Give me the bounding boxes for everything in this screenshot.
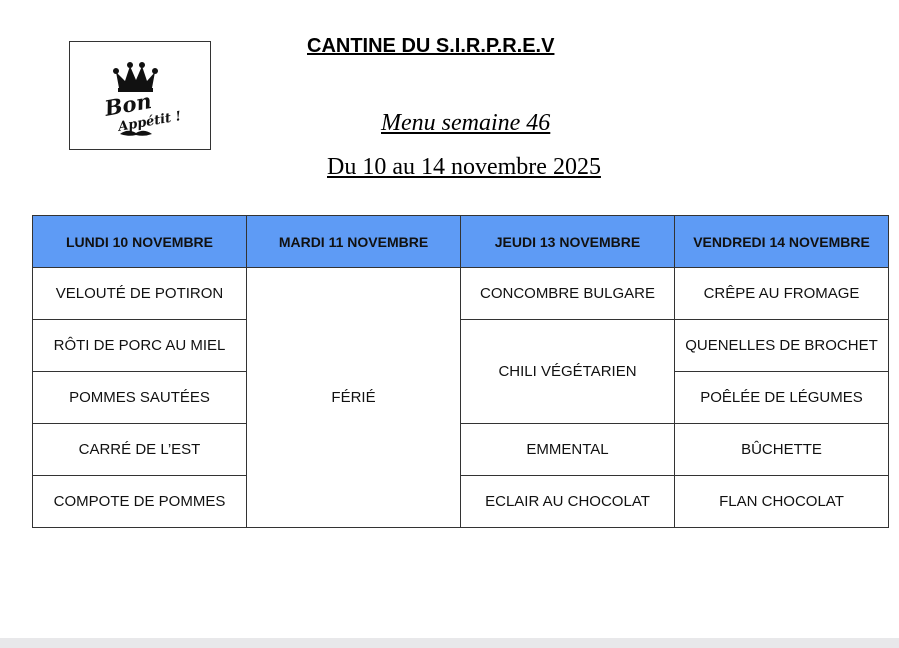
logo-line1: Bon	[102, 88, 154, 121]
table-header-row	[33, 216, 889, 268]
logo	[69, 41, 211, 150]
date-range: Du 10 au 14 novembre 2025	[327, 154, 601, 180]
cell-vendredi-3: POÊLÉE DE LÉGUMES	[675, 372, 889, 424]
cell-lundi-3: POMMES SAUTÉES	[33, 372, 247, 424]
table-row	[33, 424, 889, 476]
logo-line2: Appétit !	[117, 109, 183, 135]
header-vendredi: VENDREDI 14 NOVEMBRE	[675, 216, 889, 268]
cell-lundi-4: CARRÉ DE L’EST	[33, 424, 247, 476]
cell-lundi-5: COMPOTE DE POMMES	[33, 476, 247, 528]
chef-hat-utensils-icon	[70, 42, 210, 149]
cell-jeudi-1: CONCOMBRE BULGARE	[461, 268, 675, 320]
cell-vendredi-5: FLAN CHOCOLAT	[675, 476, 889, 528]
cell-lundi-2: RÔTI DE PORC AU MIEL	[33, 320, 247, 372]
cell-jeudi-4: ECLAIR AU CHOCOLAT	[461, 476, 675, 528]
cell-jeudi-2: CHILI VÉGÉTARIEN	[461, 320, 675, 424]
cell-jeudi-3: EMMENTAL	[461, 424, 675, 476]
cell-mardi-ferie: FÉRIÉ	[247, 268, 461, 528]
header-lundi: LUNDI 10 NOVEMBRE	[33, 216, 247, 268]
menu-week-subtitle: Menu semaine 46	[381, 110, 551, 136]
table-row	[33, 476, 889, 528]
header-mardi: MARDI 11 NOVEMBRE	[247, 216, 461, 268]
cell-vendredi-1: CRÊPE AU FROMAGE	[675, 268, 889, 320]
cell-vendredi-2: QUENELLES DE BROCHET	[675, 320, 889, 372]
cell-lundi-1: VELOUTÉ DE POTIRON	[33, 268, 247, 320]
table-row	[33, 320, 889, 372]
table-row	[33, 268, 889, 320]
cell-vendredi-4: BÛCHETTE	[675, 424, 889, 476]
header-jeudi: JEUDI 13 NOVEMBRE	[461, 216, 675, 268]
page-title: CANTINE DU S.I.R.P.R.E.V	[307, 35, 555, 57]
menu-table	[32, 215, 889, 528]
